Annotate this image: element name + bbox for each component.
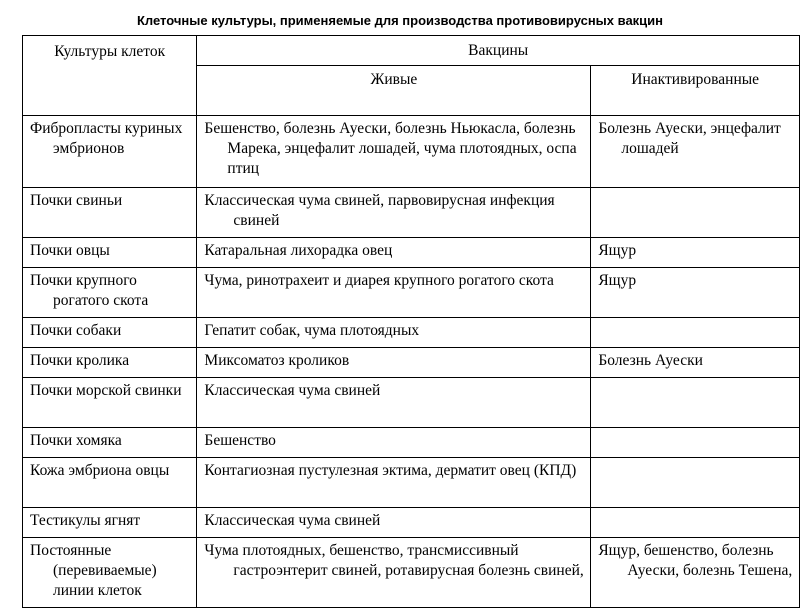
table-row	[23, 116, 800, 188]
header-cultures	[23, 36, 197, 116]
live-cell: Классическая чума свиней, парвовирусная инфекция свиней	[204, 192, 555, 229]
table-row	[23, 188, 800, 238]
culture-cell: Почки овцы	[30, 242, 110, 259]
live-cell: Бешенство, болезнь Ауески, болезнь Ньюкасла, болезнь Марека, энцефалит лошадей, чума плотоядных, оспа птиц	[204, 120, 577, 177]
header-inactivated	[591, 66, 800, 116]
culture-cell: Тестикулы ягнят	[30, 512, 141, 529]
inactivated-cell	[591, 318, 799, 324]
inactivated-cell: Ящур, бешенство, болезнь Ауески, болезнь Тешена,	[598, 542, 793, 579]
live-cell: Контагиозная пустулезная эктима, дерматит овец (КПД)	[204, 462, 577, 479]
live-cell: Гепатит собак, чума плотоядных	[204, 322, 420, 339]
header-inactivated-label: Инактивированные	[631, 71, 760, 88]
page-title: Клеточные культуры, применяемые для производства противовирусных вакцин	[136, 13, 664, 28]
inactivated-cell	[591, 458, 799, 464]
inactivated-cell	[591, 428, 799, 434]
table-row	[23, 538, 800, 608]
culture-cell: Фибропласты куриных эмбрионов	[30, 120, 183, 157]
inactivated-cell: Ящур	[598, 272, 637, 289]
culture-cell: Почки свиньи	[30, 192, 123, 209]
culture-cell: Почки морской свинки	[30, 382, 182, 399]
culture-cell: Почки кролика	[30, 352, 130, 369]
inactivated-cell: Ящур	[598, 242, 637, 259]
table-row	[23, 458, 800, 508]
inactivated-cell: Болезнь Ауески	[598, 352, 703, 369]
header-live-label: Живые	[370, 71, 418, 88]
table-row	[23, 268, 800, 318]
header-live	[197, 66, 591, 116]
live-cell: Миксоматоз кроликов	[204, 352, 350, 369]
culture-cell: Постоянные (перевиваемые) линии клеток	[30, 542, 157, 599]
header-vaccines	[197, 36, 800, 66]
table-row	[23, 348, 800, 378]
live-cell: Классическая чума свиней	[204, 382, 381, 399]
live-cell: Катаральная лихорадка овец	[204, 242, 393, 259]
inactivated-cell	[591, 508, 799, 514]
table-row	[23, 508, 800, 538]
inactivated-cell	[591, 378, 799, 384]
culture-cell: Почки собаки	[30, 322, 122, 339]
table-row	[23, 378, 800, 428]
culture-cell: Почки крупного рогатого скота	[30, 272, 149, 309]
vaccine-table	[22, 35, 800, 608]
table-row	[23, 428, 800, 458]
live-cell: Чума плотоядных, бешенство, трансмиссивный гастроэнтерит свиней, ротавирусная болезнь свиней,	[204, 542, 584, 579]
header-cultures-label: Культуры клеток	[54, 43, 166, 60]
inactivated-cell: Болезнь Ауески, энцефалит лошадей	[598, 120, 781, 157]
table-row	[23, 238, 800, 268]
culture-cell: Кожа эмбриона овцы	[30, 462, 170, 479]
live-cell: Бешенство	[204, 432, 276, 449]
culture-cell: Почки хомяка	[30, 432, 122, 449]
inactivated-cell	[591, 188, 799, 194]
table-row	[23, 318, 800, 348]
live-cell: Чума, ринотрахеит и диарея крупного рогатого скота	[204, 272, 554, 289]
live-cell: Классическая чума свиней	[204, 512, 381, 529]
header-vaccines-label: Вакцины	[468, 42, 529, 59]
